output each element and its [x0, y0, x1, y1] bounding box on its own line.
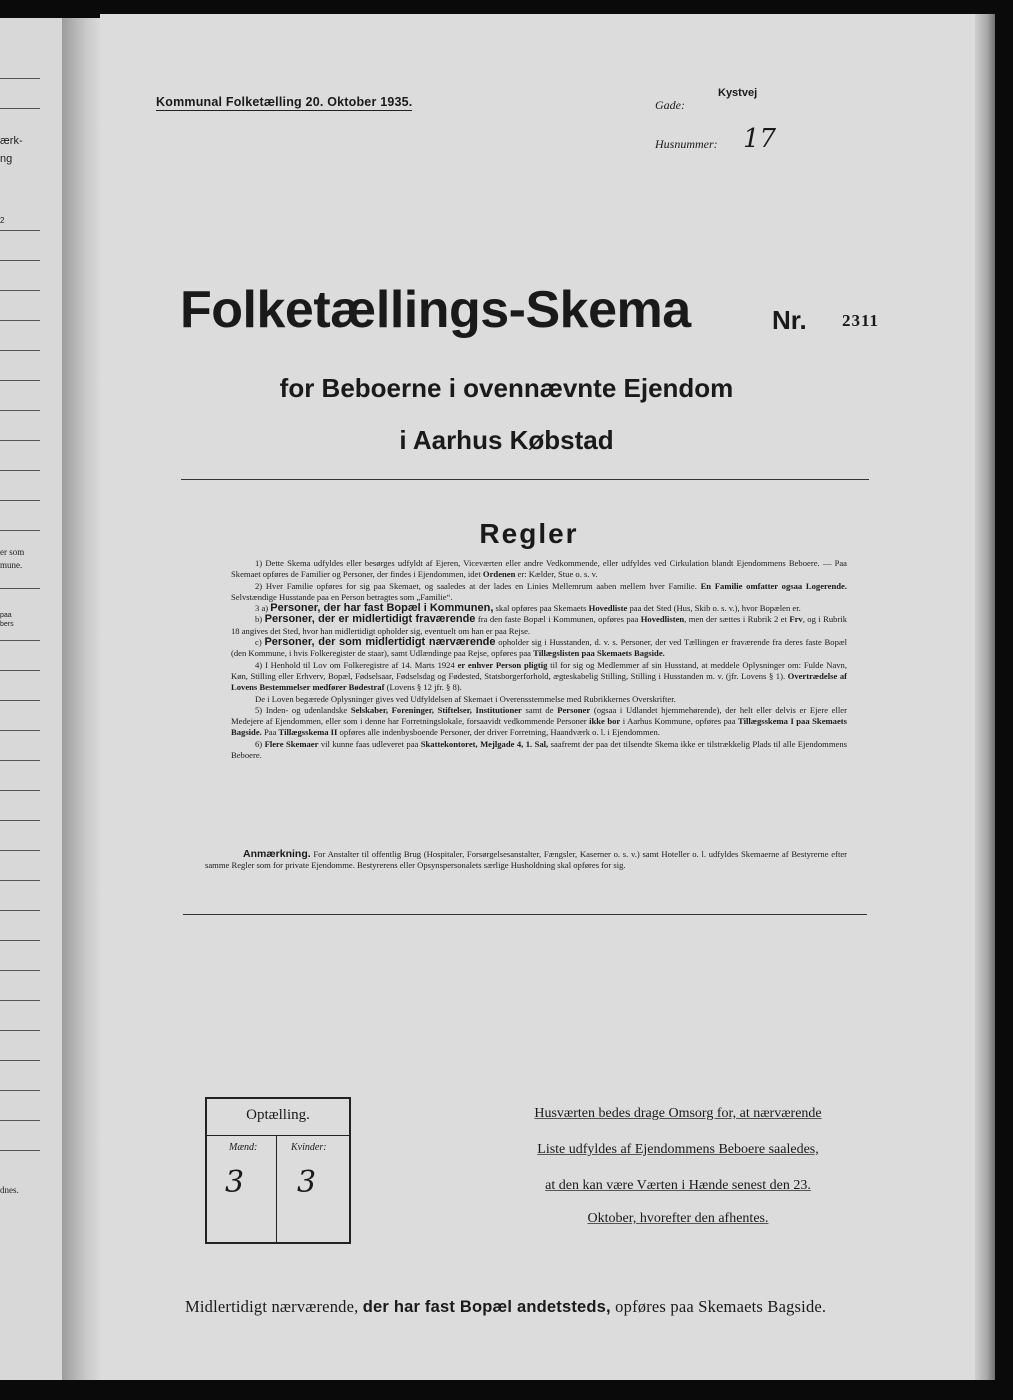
gade-label: Gade:: [655, 98, 685, 112]
subtitle-aarhus: i Aarhus Købstad: [399, 425, 614, 455]
notice-line: Liste udfyldes af Ejendommens Beboere saaledes,: [537, 1142, 819, 1157]
rule-3b: b) Personer, der er midlertidigt fraværende fra den faste Bopæl i Kommunen, opføres paa Hovedlisten, men der sættes i Rubrik 2 et Frv, og i Rubrik 18 angives det Sted, hvor han midlertidigt opholder sig, eventuelt om han er paa Rejse.: [231, 613, 847, 636]
left-fragment-text: paa: [0, 612, 12, 619]
left-rule: [0, 108, 40, 109]
left-rule: [0, 760, 40, 761]
maend-label: Mænd:: [229, 1142, 258, 1153]
notice-line: Oktober, hvorefter den afhentes.: [587, 1211, 769, 1226]
nr-label: Nr.: [772, 305, 807, 335]
divider-bottom: [183, 914, 867, 915]
left-fragment-text: ng: [0, 153, 13, 165]
left-rule: [0, 78, 40, 79]
kvinder-label: Kvinder:: [291, 1142, 327, 1153]
maend-count: 3: [225, 1165, 245, 1200]
regler-heading: Regler: [479, 518, 579, 549]
optaelling-box: [205, 1097, 351, 1244]
left-rule: [0, 588, 40, 589]
left-rule: [0, 790, 40, 791]
rule-5: 5) Inden- og udenlandske Selskaber, Foreninger, Stiftelser, Institutioner samt de Personer (ogsaa i Udlandet hjemmehørende), der helt eller delvis er Ejere eller Medejere af Ejendommen, eller som i denne har Forretningslokale, forsaavidt vedkommende Personer ikke bor i Aarhus Kommune, opføres paa Tillægsskema I paa Skemaets Bagside. Paa Tillægsskema II opføres alle indenbysboende Personer, der driver Forretning, Haandværk o. l. i Ejendommen.: [231, 704, 847, 738]
left-fragment-text: dnes.: [0, 1185, 19, 1195]
left-fragment-text: bers: [0, 621, 14, 628]
anmaerkning-label: Anmærkning.: [243, 848, 311, 860]
left-rule: [0, 670, 40, 671]
left-rule: [0, 470, 40, 471]
left-rule: [0, 940, 40, 941]
left-rule: [0, 1120, 40, 1121]
left-rule: [0, 260, 40, 261]
left-rule: [0, 820, 40, 821]
subtitle-beboerne: for Beboerne i ovennævnte Ejendom: [279, 373, 734, 403]
optaelling-divider: [207, 1135, 349, 1136]
form-title: Folketællings-Skema: [180, 281, 691, 339]
left-fragment-text: er som: [0, 547, 25, 557]
anmaerkning: [205, 849, 847, 872]
left-rule: [0, 970, 40, 971]
husnummer-label: Husnummer:: [655, 137, 718, 151]
left-rule: [0, 910, 40, 911]
left-fragment-text: ærk-: [0, 135, 23, 147]
rule-1: 1) Dette Skema udfyldes eller besørges udfyldt af Ejeren, Viceværten eller andre Vedkommende, eller udfyldes ved Cirkulation blandt Ejendommens Beboere. — Paa Skemaet opføres de Familier og Personer, der findes i Ejendommen, idet Ordenen er: Kælder, Stue o. s. v.: [231, 558, 847, 580]
anmaerkning-text: For Anstalter til offentlig Brug (Hospitaler, Forsørgelsesanstalter, Fængsler, Kaserner o. s. v.) samt Hoteller o. l. udfyldes Skemaerne af Bestyrerne efter samme Regler som for private Ejendomme. Bestyrerens eller Opsynspersonalets særlige Husholdning skal opføres for sig.: [205, 849, 848, 871]
left-rule: [0, 880, 40, 881]
left-rule: [0, 350, 40, 351]
notice-line: at den kan være Værten i Hænde senest den 23.: [545, 1178, 811, 1193]
rule-4: 4) I Henhold til Lov om Folkeregistre af 14. Marts 1924 er enhver Person pligtig til for sig og Medlemmer af sin Husstand, at meddele Oplysninger om: Fulde Navn, Køn, Stilling eller Erhverv, Bopæl, Fødselsaar, Fødselsdag og Fødested, Statsborgerforhold, ægteskabelig Stilling, Stilling i Husstanden m. v. (jfr. Lovens § 1). Overtrædelse af Lovens Bestemmelser medfører Bødestraf (Lovens § 12 jfr. § 8).: [231, 659, 847, 693]
rule-3c: c) Personer, der som midlertidigt nærværende opholder sig i Husstanden, d. v. s. Personer, der ved Tællingen er fraværende fra deres faste Bopæl (den Kommune, i hvis Folkeregister de staar), samt Udlændinge paa Rejse, opføres paa Tillægslisten paa Skemaets Bagside.: [231, 636, 847, 659]
kvinder-count: 3: [297, 1165, 317, 1200]
left-page-fragment: [0, 18, 62, 1380]
left-rule: [0, 290, 40, 291]
husnummer-value: 17: [743, 124, 777, 154]
left-rule: [0, 320, 40, 321]
rule-6: 6) Flere Skemaer vil kunne faas udleveret paa Skattekontoret, Mejlgade 4, 1. Sal, saafremt der paa det tilsendte Skema ikke er tilstrækkelig Plads til alle Ejendommens Beboere.: [231, 738, 847, 761]
left-rule: [0, 1030, 40, 1031]
census-header-line: Kommunal Folketælling 20. Oktober 1935.: [156, 95, 413, 109]
left-rule: [0, 1090, 40, 1091]
left-rule: [0, 1000, 40, 1001]
left-rule: [0, 1150, 40, 1151]
rule-2: 2) Hver Familie opføres for sig paa Skemaet, og saaledes at der lades en Linies Mellemrum aaben mellem hver Familie. En Familie omfatter ogsaa Logerende. Selvstændige Husstande paa en Person betragtes som „Familie“.: [231, 580, 848, 602]
left-rule: [0, 640, 40, 641]
left-fragment-text: 2: [0, 216, 5, 225]
left-rule: [0, 410, 40, 411]
left-rule: [0, 850, 40, 851]
left-fragment-text: mune.: [0, 560, 23, 570]
optaelling-title: Optælling.: [246, 1107, 310, 1123]
book-spine: [62, 18, 102, 1380]
rule-4-cont: De i Loven begærede Oplysninger gives ved Udfyldelsen af Skemaet i Overensstemmelse med Rubrikkernes Overskrifter.: [255, 693, 676, 704]
divider-top: [181, 479, 869, 480]
left-rule: [0, 700, 40, 701]
left-rule: [0, 1060, 40, 1061]
footer-note: Midlertidigt nærværende, der har fast Bopæl andetsteds, opføres paa Skemaets Bagside.: [185, 1297, 827, 1316]
page-edge: [975, 14, 995, 1380]
regler-text: [231, 558, 847, 761]
left-rule: [0, 730, 40, 731]
left-rule: [0, 230, 40, 231]
notice-line: Husværten bedes drage Omsorg for, at nærværende: [534, 1106, 822, 1121]
left-rule: [0, 500, 40, 501]
gade-value: Kystvej: [718, 87, 758, 99]
optaelling-column-divider: [276, 1135, 277, 1242]
form-number: 2311: [842, 311, 880, 330]
rule-3a: 3 a) Personer, der har fast Bopæl i Kommunen, skal opføres paa Skemaets Hovedliste paa det Sted (Hus, Skib o. s. v.), hvor Bopælen er.: [255, 602, 801, 615]
